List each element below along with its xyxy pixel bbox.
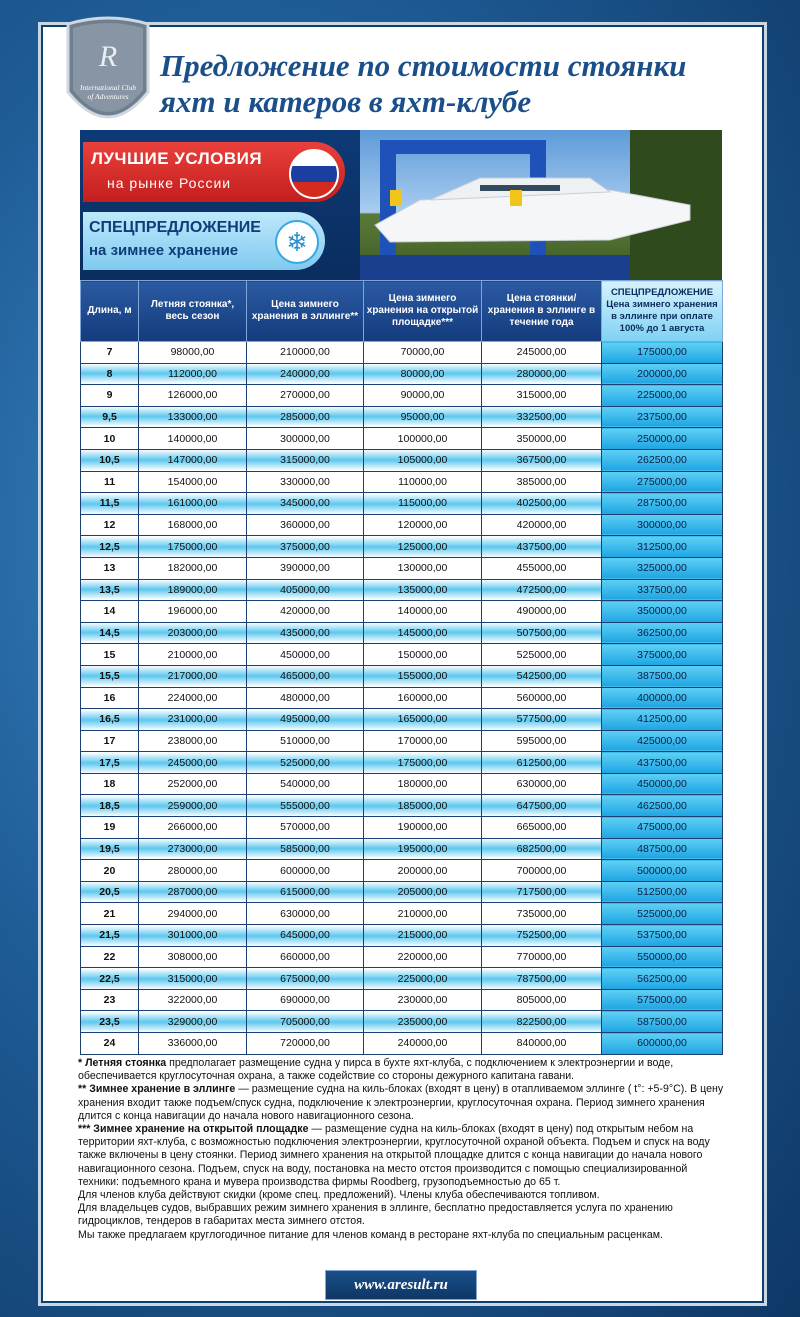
table-row (81, 644, 723, 666)
cell-price: 225000,00 (364, 968, 482, 990)
cell-price: 390000,00 (247, 557, 364, 579)
cell-price: 510000,00 (247, 730, 364, 752)
cell-length: 23,5 (81, 1011, 139, 1033)
title-line-2: яхт и катеров в яхт-клубе (160, 84, 532, 119)
cell-price: 112000,00 (139, 363, 247, 385)
cell-price: 647500,00 (482, 795, 602, 817)
cell-price: 585000,00 (247, 838, 364, 860)
table-row (81, 536, 723, 558)
cell-length: 16,5 (81, 709, 139, 731)
cell-price: 682500,00 (482, 838, 602, 860)
cell-price: 700000,00 (482, 860, 602, 882)
cell-price: 170000,00 (364, 730, 482, 752)
badge-best-line-1: ЛУЧШИЕ УСЛОВИЯ (91, 149, 263, 168)
cell-price: 133000,00 (139, 406, 247, 428)
cell-price: 235000,00 (364, 1011, 482, 1033)
cell-price: 140000,00 (139, 428, 247, 450)
cell-length: 11,5 (81, 493, 139, 515)
cell-price: 280000,00 (139, 860, 247, 882)
cell-length: 13 (81, 557, 139, 579)
table-row (81, 579, 723, 601)
cell-price: 577500,00 (482, 709, 602, 731)
cell-price: 95000,00 (364, 406, 482, 428)
cell-special-price: 450000,00 (602, 773, 723, 795)
badge-special-line-1: СПЕЦПРЕДЛОЖЕНИЕ (89, 219, 261, 236)
cell-price: 240000,00 (247, 363, 364, 385)
cell-length: 7 (81, 342, 139, 364)
cell-price: 770000,00 (482, 946, 602, 968)
table-row (81, 665, 723, 687)
cell-length: 19,5 (81, 838, 139, 860)
price-table (80, 280, 723, 1055)
cell-price: 161000,00 (139, 493, 247, 515)
note-boathouse-title: ** Зимнее хранение в эллинге (78, 1083, 236, 1096)
cell-price: 180000,00 (364, 773, 482, 795)
cell-price: 195000,00 (364, 838, 482, 860)
cell-price: 301000,00 (139, 925, 247, 947)
promo-left-panel (80, 130, 360, 280)
cell-price: 612500,00 (482, 752, 602, 774)
cell-price: 294000,00 (139, 903, 247, 925)
cell-price: 273000,00 (139, 838, 247, 860)
cell-price: 455000,00 (482, 557, 602, 579)
cell-length: 15,5 (81, 665, 139, 687)
cell-price: 224000,00 (139, 687, 247, 709)
table-row (81, 881, 723, 903)
cell-price: 130000,00 (364, 557, 482, 579)
club-logo (63, 14, 153, 142)
cell-length: 17,5 (81, 752, 139, 774)
cell-price: 252000,00 (139, 773, 247, 795)
header-special-offer (602, 281, 723, 342)
note-discounts: Для членов клуба действуют скидки (кроме спец. предложений). Члены клуба обеспечиваются топливом. (78, 1189, 600, 1202)
svg-text:R: R (98, 40, 118, 73)
table-row (81, 946, 723, 968)
cell-price: 367500,00 (482, 449, 602, 471)
cell-price: 238000,00 (139, 730, 247, 752)
cell-price: 787500,00 (482, 968, 602, 990)
cell-price: 560000,00 (482, 687, 602, 709)
cell-price: 165000,00 (364, 709, 482, 731)
table-row (81, 752, 723, 774)
cell-price: 752500,00 (482, 925, 602, 947)
table-row (81, 601, 723, 623)
special-offer-badge (83, 212, 325, 270)
cell-special-price: 300000,00 (602, 514, 723, 536)
cell-length: 11 (81, 471, 139, 493)
cell-price: 182000,00 (139, 557, 247, 579)
cell-length: 21 (81, 903, 139, 925)
cell-special-price: 487500,00 (602, 838, 723, 860)
website-link[interactable]: www.aresult.ru (325, 1270, 477, 1300)
cell-special-price: 525000,00 (602, 903, 723, 925)
cell-price: 217000,00 (139, 665, 247, 687)
cell-price: 345000,00 (247, 493, 364, 515)
cell-special-price: 562500,00 (602, 968, 723, 990)
cell-price: 336000,00 (139, 1033, 247, 1055)
cell-price: 200000,00 (364, 860, 482, 882)
cell-length: 10 (81, 428, 139, 450)
note-summer (78, 1057, 728, 1083)
cell-price: 472500,00 (482, 579, 602, 601)
cell-price: 125000,00 (364, 536, 482, 558)
cell-special-price: 337500,00 (602, 579, 723, 601)
price-table-container (80, 280, 722, 1055)
header-summer: Летняя стоянка*, весь сезон (139, 281, 247, 342)
cell-special-price: 362500,00 (602, 622, 723, 644)
cell-price: 360000,00 (247, 514, 364, 536)
cell-price: 315000,00 (247, 449, 364, 471)
cell-price: 615000,00 (247, 881, 364, 903)
cell-special-price: 500000,00 (602, 860, 723, 882)
note-summer-text: предполагает размещение судна у пирса в бухте яхт-клуба, с подключением к электроэнергии и воде, обеспечивается круглосуточная охрана, а также содействие со стороны дежурного капитана гавани. (78, 1057, 674, 1083)
cell-price: 270000,00 (247, 385, 364, 407)
table-row (81, 514, 723, 536)
special-header-text: Цена зимнего хранения в эллинге при оплате 100% до 1 августа (606, 299, 718, 334)
cell-length: 9,5 (81, 406, 139, 428)
table-row (81, 428, 723, 450)
cell-price: 480000,00 (247, 687, 364, 709)
yacht-photo (360, 130, 722, 280)
cell-special-price: 262500,00 (602, 449, 723, 471)
cell-price: 435000,00 (247, 622, 364, 644)
cell-special-price: 400000,00 (602, 687, 723, 709)
cell-length: 15 (81, 644, 139, 666)
cell-price: 259000,00 (139, 795, 247, 817)
cell-special-price: 575000,00 (602, 989, 723, 1011)
cell-price: 630000,00 (482, 773, 602, 795)
header-winter-boathouse: Цена зимнего хранения в эллинге** (247, 281, 364, 342)
cell-special-price: 512500,00 (602, 881, 723, 903)
cell-price: 330000,00 (247, 471, 364, 493)
table-row (81, 471, 723, 493)
note-open-area-text: — размещение судна на киль-блоках (входят в цену) под открытым небом на территории яхт-клуба, с возможностью подключения электроэнергии, круглосуточной охраной объекта. Подъем и спуск на воду также включены в цену стоянки. Период зимнего хранения на открытой площадке длится с конца навигации до начала нового навигационного сезона. Подъем, спуск на воду, постановка на место отстоя производится с помощью специализированной техники: подъемного крана и мувера производства фирмы Roodberg, грузоподъемностью до 65 т. (78, 1123, 710, 1188)
table-row (81, 989, 723, 1011)
header-winter-open: Цена зимнего хранения на открытой площадке*** (364, 281, 482, 342)
cell-price: 287000,00 (139, 881, 247, 903)
header-length: Длина, м (81, 281, 139, 342)
cell-price: 175000,00 (139, 536, 247, 558)
cell-special-price: 225000,00 (602, 385, 723, 407)
cell-price: 630000,00 (247, 903, 364, 925)
cell-price: 231000,00 (139, 709, 247, 731)
cell-price: 266000,00 (139, 817, 247, 839)
best-conditions-badge (83, 142, 345, 202)
cell-length: 12,5 (81, 536, 139, 558)
note-food: Мы также предлагаем круглогодичное питание для членов команд в ресторане яхт-клуба по специальным расценкам. (78, 1228, 663, 1241)
cell-price: 196000,00 (139, 601, 247, 623)
table-row (81, 903, 723, 925)
cell-price: 147000,00 (139, 449, 247, 471)
table-header-row (81, 281, 723, 342)
table-row (81, 406, 723, 428)
cell-price: 126000,00 (139, 385, 247, 407)
cell-price: 300000,00 (247, 428, 364, 450)
note-jetski: Для владельцев судов, выбравших режим зимнего хранения в эллинге, бесплатно предоставляется услуга по хранению гидроциклов, тендеров в габаритах места зимнего отстоя. (78, 1202, 673, 1228)
cell-length: 18,5 (81, 795, 139, 817)
cell-special-price: 412500,00 (602, 709, 723, 731)
cell-length: 13,5 (81, 579, 139, 601)
note-open-area (78, 1123, 728, 1189)
cell-price: 205000,00 (364, 881, 482, 903)
cell-special-price: 425000,00 (602, 730, 723, 752)
cell-price: 215000,00 (364, 925, 482, 947)
title-line-1: Предложение по стоимости стоянки (160, 48, 687, 83)
cell-price: 98000,00 (139, 342, 247, 364)
cell-special-price: 175000,00 (602, 342, 723, 364)
cell-price: 660000,00 (247, 946, 364, 968)
cell-price: 105000,00 (364, 449, 482, 471)
cell-special-price: 462500,00 (602, 795, 723, 817)
cell-price: 135000,00 (364, 579, 482, 601)
cell-price: 420000,00 (247, 601, 364, 623)
table-row (81, 493, 723, 515)
cell-price: 90000,00 (364, 385, 482, 407)
cell-price: 210000,00 (247, 342, 364, 364)
cell-special-price: 475000,00 (602, 817, 723, 839)
header-yearly: Цена стоянки/хранения в эллинге в течение года (482, 281, 602, 342)
table-row (81, 773, 723, 795)
cell-price: 115000,00 (364, 493, 482, 515)
cell-length: 8 (81, 363, 139, 385)
cell-special-price: 600000,00 (602, 1033, 723, 1055)
table-row (81, 385, 723, 407)
cell-length: 18 (81, 773, 139, 795)
cell-length: 14 (81, 601, 139, 623)
cell-price: 245000,00 (482, 342, 602, 364)
cell-price: 717500,00 (482, 881, 602, 903)
table-row (81, 860, 723, 882)
cell-price: 525000,00 (482, 644, 602, 666)
cell-price: 150000,00 (364, 644, 482, 666)
cell-price: 437500,00 (482, 536, 602, 558)
cell-price: 245000,00 (139, 752, 247, 774)
cell-special-price: 437500,00 (602, 752, 723, 774)
cell-length: 20,5 (81, 881, 139, 903)
table-row (81, 1033, 723, 1055)
cell-length: 20 (81, 860, 139, 882)
promo-banner (80, 130, 722, 280)
russia-flag-icon (289, 149, 339, 199)
cell-price: 495000,00 (247, 709, 364, 731)
cell-price: 145000,00 (364, 622, 482, 644)
cell-price: 490000,00 (482, 601, 602, 623)
cell-price: 210000,00 (139, 644, 247, 666)
cell-length: 17 (81, 730, 139, 752)
cell-price: 675000,00 (247, 968, 364, 990)
cell-price: 100000,00 (364, 428, 482, 450)
table-row (81, 342, 723, 364)
cell-price: 690000,00 (247, 989, 364, 1011)
cell-price: 507500,00 (482, 622, 602, 644)
table-row (81, 363, 723, 385)
cell-price: 220000,00 (364, 946, 482, 968)
cell-price: 645000,00 (247, 925, 364, 947)
cell-price: 285000,00 (247, 406, 364, 428)
cell-price: 329000,00 (139, 1011, 247, 1033)
cell-price: 160000,00 (364, 687, 482, 709)
table-row (81, 687, 723, 709)
cell-price: 155000,00 (364, 665, 482, 687)
cell-price: 420000,00 (482, 514, 602, 536)
cell-price: 230000,00 (364, 989, 482, 1011)
cell-price: 385000,00 (482, 471, 602, 493)
table-row (81, 449, 723, 471)
page-title (160, 48, 740, 120)
cell-length: 10,5 (81, 449, 139, 471)
table-row (81, 838, 723, 860)
cell-price: 375000,00 (247, 536, 364, 558)
table-body (81, 342, 723, 1055)
special-header-title: СПЕЦПРЕДЛОЖЕНИЕ (610, 287, 714, 298)
cell-price: 240000,00 (364, 1033, 482, 1055)
cell-special-price: 550000,00 (602, 946, 723, 968)
cell-price: 540000,00 (247, 773, 364, 795)
note-open-area-title: *** Зимнее хранение на открытой площадке (78, 1123, 309, 1136)
cell-price: 322000,00 (139, 989, 247, 1011)
cell-price: 80000,00 (364, 363, 482, 385)
cell-price: 542500,00 (482, 665, 602, 687)
cell-special-price: 200000,00 (602, 363, 723, 385)
cell-price: 525000,00 (247, 752, 364, 774)
cell-special-price: 312500,00 (602, 536, 723, 558)
cell-special-price: 375000,00 (602, 644, 723, 666)
snowflake-icon: ❄ (275, 220, 319, 264)
cell-length: 14,5 (81, 622, 139, 644)
cell-price: 555000,00 (247, 795, 364, 817)
table-row (81, 795, 723, 817)
logo-text-1: International Club (79, 83, 137, 92)
cell-special-price: 537500,00 (602, 925, 723, 947)
cell-price: 308000,00 (139, 946, 247, 968)
cell-price: 315000,00 (139, 968, 247, 990)
cell-price: 665000,00 (482, 817, 602, 839)
yacht-illustration (360, 130, 722, 280)
cell-price: 140000,00 (364, 601, 482, 623)
cell-price: 465000,00 (247, 665, 364, 687)
cell-length: 9 (81, 385, 139, 407)
cell-price: 350000,00 (482, 428, 602, 450)
cell-length: 23 (81, 989, 139, 1011)
table-row (81, 968, 723, 990)
cell-special-price: 350000,00 (602, 601, 723, 623)
cell-price: 402500,00 (482, 493, 602, 515)
cell-price: 210000,00 (364, 903, 482, 925)
cell-price: 190000,00 (364, 817, 482, 839)
cell-price: 705000,00 (247, 1011, 364, 1033)
cell-length: 16 (81, 687, 139, 709)
cell-length: 22,5 (81, 968, 139, 990)
table-row (81, 557, 723, 579)
cell-special-price: 587500,00 (602, 1011, 723, 1033)
cell-price: 822500,00 (482, 1011, 602, 1033)
cell-price: 280000,00 (482, 363, 602, 385)
cell-price: 70000,00 (364, 342, 482, 364)
table-row (81, 1011, 723, 1033)
table-row (81, 817, 723, 839)
badge-best-line-2: на рынке России (107, 175, 232, 191)
cell-price: 720000,00 (247, 1033, 364, 1055)
cell-special-price: 287500,00 (602, 493, 723, 515)
table-row (81, 730, 723, 752)
cell-price: 185000,00 (364, 795, 482, 817)
table-row (81, 925, 723, 947)
cell-special-price: 237500,00 (602, 406, 723, 428)
cell-price: 120000,00 (364, 514, 482, 536)
cell-price: 570000,00 (247, 817, 364, 839)
cell-price: 168000,00 (139, 514, 247, 536)
note-summer-title: * Летняя стоянка (78, 1057, 167, 1069)
cell-special-price: 250000,00 (602, 428, 723, 450)
cell-price: 840000,00 (482, 1033, 602, 1055)
badge-special-line-2: на зимнее хранение (89, 242, 239, 259)
cell-price: 805000,00 (482, 989, 602, 1011)
cell-length: 19 (81, 817, 139, 839)
cell-special-price: 387500,00 (602, 665, 723, 687)
cell-price: 189000,00 (139, 579, 247, 601)
cell-price: 405000,00 (247, 579, 364, 601)
cell-price: 595000,00 (482, 730, 602, 752)
cell-length: 21,5 (81, 925, 139, 947)
cell-price: 315000,00 (482, 385, 602, 407)
cell-price: 110000,00 (364, 471, 482, 493)
cell-price: 735000,00 (482, 903, 602, 925)
note-boathouse-text: — размещение судна на киль-блоках (входят в цену) в отапливаемом эллинге ( t°: +5-9°С). В цену хранения входит также подъем/спуск судна, подключение к электроэнергии, круглосуточная охрана. Период зимнего хранения длится с конца навигации до начала нового навигационного сезона. (78, 1083, 724, 1122)
cell-price: 450000,00 (247, 644, 364, 666)
table-row (81, 622, 723, 644)
cell-length: 22 (81, 946, 139, 968)
cell-price: 175000,00 (364, 752, 482, 774)
note-boathouse (78, 1083, 728, 1123)
cell-special-price: 325000,00 (602, 557, 723, 579)
footnotes (78, 1057, 728, 1242)
cell-length: 24 (81, 1033, 139, 1055)
logo-text-2: of Adventures (87, 92, 129, 101)
cell-price: 154000,00 (139, 471, 247, 493)
cell-price: 600000,00 (247, 860, 364, 882)
table-row (81, 709, 723, 731)
cell-price: 332500,00 (482, 406, 602, 428)
cell-length: 12 (81, 514, 139, 536)
cell-price: 203000,00 (139, 622, 247, 644)
cell-special-price: 275000,00 (602, 471, 723, 493)
